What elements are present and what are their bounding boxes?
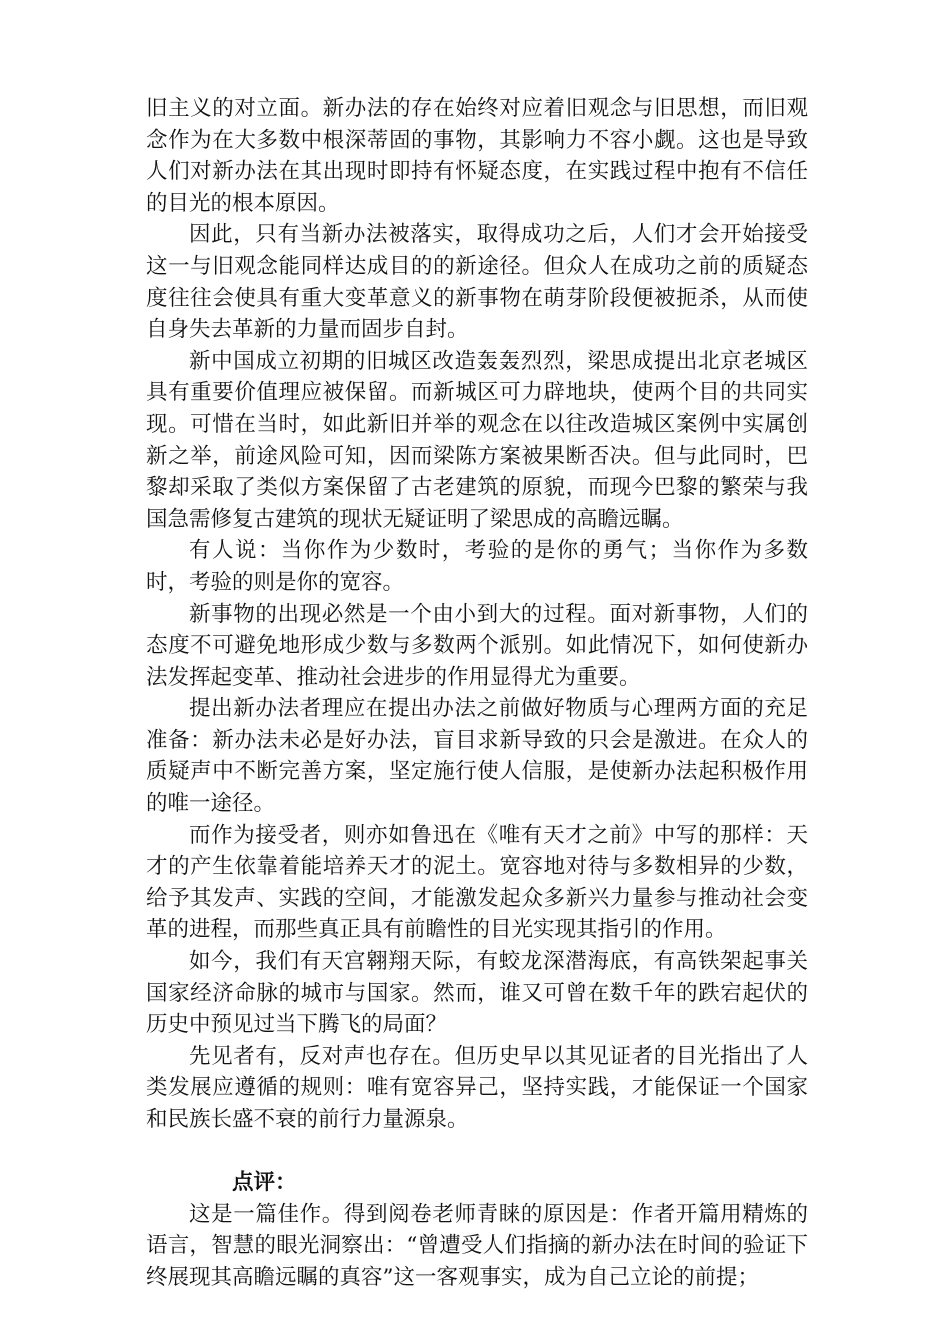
essay-paragraph-8: 如今，我们有天宫翱翔天际，有蛟龙深潜海底，有高铁架起事关国家经济命脉的城市与国家。然而，谁又可曾在数千年的跌宕起伏的历史中预见过当下腾飞的局面？ [146, 949, 808, 1038]
essay-paragraph-1: 旧主义的对立面。新办法的存在始终对应着旧观念与旧思想，而旧观念作为在大多数中根深蒂固的事物，其影响力不容小觑。这也是导致人们对新办法在其出现时即持有怀疑态度，在实践过程中抱有不信任的目光的根本原因。 [146, 96, 808, 216]
essay-body [146, 93, 808, 1294]
essay-paragraph-7: 而作为接受者，则亦如鲁迅在《唯有天才之前》中写的那样：天才的产生依靠着能培养天才的泥土。宽容地对待与多数相异的少数，给予其发声、实践的空间，才能激发起众多新兴力量参与推动社会变革的进程，而那些真正具有前瞻性的目光实现其指引的作用。 [146, 822, 808, 943]
essay-paragraph-5: 新事物的出现必然是一个由小到大的过程。面对新事物，人们的态度不可避免地形成少数与多数两个派别。如此情况下，如何使新办法发挥起变革、推动社会进步的作用显得尤为重要。 [146, 601, 808, 690]
section-gap [146, 1136, 808, 1168]
comment-heading: 点评： [232, 1170, 297, 1196]
essay-paragraph-9: 先见者有，反对声也存在。但历史早以其见证者的目光指出了人类发展应遵循的规则：唯有宽容异己，坚持实践，才能保证一个国家和民族长盛不衰的前行力量源泉。 [146, 1043, 808, 1132]
essay-paragraph-3: 新中国成立初期的旧城区改造轰轰烈烈，梁思成提出北京老城区具有重要价值理应被保留。而新城区可力辟地块，使两个目的共同实现。可惜在当时，如此新旧并举的观念在以往改造城区案例中实属创新之举，前途风险可知，因而梁陈方案被果断否决。但与此同时，巴黎却采取了类似方案保留了古老建筑的原貌，而现今巴黎的繁荣与我国急需修复古建筑的现状无疑证明了梁思成的高瞻远瞩。 [146, 348, 808, 532]
essay-paragraph-4: 有人说：当你作为少数时，考验的是你的勇气；当你作为多数时，考验的则是你的宽容。 [146, 538, 808, 595]
essay-paragraph-2: 因此，只有当新办法被落实，取得成功之后，人们才会开始接受这一与旧观念能同样达成目的的新途径。但众人在成功之前的质疑态度往往会使具有重大变革意义的新事物在萌芽阶段便被扼杀，从而使自身失去革新的力量而固步自封。 [146, 222, 808, 343]
comment-paragraph-1: 这是一篇佳作。得到阅卷老师青睐的原因是：作者开篇用精炼的语言，智慧的眼光洞察出：“曾遭受人们指摘的新办法在时间的验证下终展现其高瞻远瞩的真容”这一客观事实，成为自己立论的前提； [146, 1201, 808, 1290]
essay-paragraph-6: 提出新办法者理应在提出办法之前做好物质与心理两方面的充足准备：新办法未必是好办法，盲目求新导致的只会是激进。在众人的质疑声中不断完善方案，坚定施行使人信服，是使新办法起积极作用的唯一途径。 [146, 696, 808, 817]
